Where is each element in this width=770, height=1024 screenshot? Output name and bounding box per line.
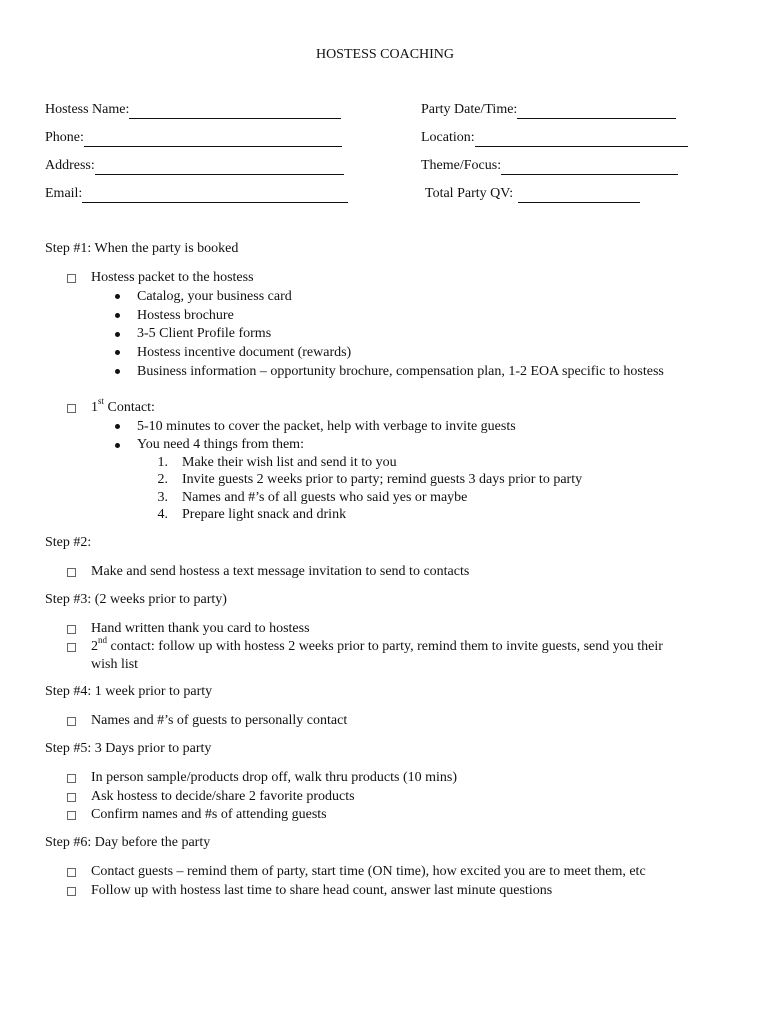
location-label: Location:	[421, 130, 475, 145]
list-number: 3.	[157, 490, 168, 505]
bullet-item: You need 4 things from them:	[137, 437, 304, 452]
checkbox[interactable]	[67, 274, 76, 283]
hostess-name-label: Hostess Name:	[45, 102, 130, 117]
bullet-item: 3-5 Client Profile forms	[137, 326, 272, 341]
bullet-dot	[115, 350, 120, 355]
checklist-item: Make and send hostess a text message invitation to send to contacts	[91, 564, 470, 579]
checkbox[interactable]	[67, 887, 76, 896]
party-date-field[interactable]	[421, 101, 676, 119]
ordinal-suffix: nd	[98, 635, 107, 646]
phone-blank[interactable]	[84, 133, 342, 147]
bullet-dot	[115, 369, 120, 374]
theme-blank[interactable]	[501, 161, 678, 175]
phone-label: Phone:	[45, 130, 84, 145]
bullet-item: Hostess brochure	[137, 308, 234, 323]
checkbox[interactable]	[67, 568, 76, 577]
bullet-dot	[115, 424, 120, 429]
checkbox[interactable]	[67, 868, 76, 877]
bullet-item: Catalog, your business card	[137, 289, 292, 304]
party-date-label: Party Date/Time:	[421, 102, 518, 117]
bullet-dot	[115, 443, 120, 448]
checkbox[interactable]	[67, 404, 76, 413]
step2-heading: Step #2:	[45, 535, 92, 550]
checkbox[interactable]	[67, 625, 76, 634]
step1-heading: Step #1: When the party is booked	[45, 241, 239, 256]
bullet-item: 5-10 minutes to cover the packet, help with verbage to invite guests	[137, 419, 516, 434]
email-blank[interactable]	[82, 189, 348, 203]
address-field[interactable]	[45, 157, 344, 175]
checklist-item: Hostess packet to the hostess	[91, 270, 254, 285]
checkbox[interactable]	[67, 811, 76, 820]
list-number: 1.	[157, 455, 168, 470]
location-blank[interactable]	[475, 133, 688, 147]
checkbox[interactable]	[67, 717, 76, 726]
party-date-blank[interactable]	[517, 105, 676, 119]
ordinal-suffix: st	[98, 396, 105, 407]
numbered-item: Prepare light snack and drink	[182, 507, 347, 522]
numbered-item: Invite guests 2 weeks prior to party; remind guests 3 days prior to party	[182, 472, 583, 487]
first-contact-label	[91, 396, 155, 417]
checkbox[interactable]	[67, 774, 76, 783]
page-title: HOSTESS COACHING	[315, 47, 455, 62]
checklist-item: Confirm names and #s of attending guests	[91, 807, 327, 822]
contact-label-text: Contact:	[104, 400, 155, 415]
phone-field[interactable]	[45, 129, 342, 147]
total-qv-label: Total Party QV:	[425, 186, 514, 201]
numbered-item: Make their wish list and send it to you	[182, 455, 397, 470]
second-contact-text: contact: follow up with hostess 2 weeks prior to party, remind them to invite guests, send you their	[107, 639, 663, 654]
step3-heading: Step #3: (2 weeks prior to party)	[45, 592, 227, 607]
bullet-item: Hostess incentive document (rewards)	[137, 345, 352, 360]
checklist-item: Hand written thank you card to hostess	[91, 621, 310, 636]
checklist-item: In person sample/products drop off, walk thru products (10 mins)	[91, 770, 458, 785]
checklist-item: Names and #’s of guests to personally contact	[91, 713, 348, 728]
bullet-dot	[115, 332, 120, 337]
checkbox[interactable]	[67, 643, 76, 652]
checklist-item: Follow up with hostess last time to share head count, answer last minute questions	[91, 883, 553, 898]
list-number: 4.	[157, 507, 168, 522]
step6-heading: Step #6: Day before the party	[45, 835, 211, 850]
email-field[interactable]	[45, 185, 348, 203]
total-qv-blank[interactable]	[518, 189, 640, 203]
total-qv-field[interactable]	[425, 185, 640, 203]
step5-heading: Step #5: 3 Days prior to party	[45, 741, 212, 756]
theme-field[interactable]	[421, 157, 678, 175]
hostess-name-blank[interactable]	[129, 105, 341, 119]
contact-ordinal: 2	[91, 639, 98, 654]
address-blank[interactable]	[95, 161, 344, 175]
address-label: Address:	[45, 158, 95, 173]
checkbox[interactable]	[67, 793, 76, 802]
list-number: 2.	[157, 472, 168, 487]
checklist-item: Contact guests – remind them of party, start time (ON time), how excited you are to meet them, etc	[91, 864, 646, 879]
hostess-name-field[interactable]	[45, 101, 341, 119]
numbered-item: Names and #’s of all guests who said yes or maybe	[182, 490, 468, 505]
checklist-item: Ask hostess to decide/share 2 favorite products	[91, 789, 355, 804]
email-label: Email:	[45, 186, 83, 201]
contact-ordinal: 1	[91, 400, 98, 415]
location-field[interactable]	[421, 129, 688, 147]
theme-label: Theme/Focus:	[421, 158, 502, 173]
bullet-item: Business information – opportunity brochure, compensation plan, 1-2 EOA specific to hostess	[137, 364, 664, 379]
bullet-dot	[115, 294, 120, 299]
step4-heading: Step #4: 1 week prior to party	[45, 684, 213, 699]
bullet-dot	[115, 313, 120, 318]
second-contact-continuation: wish list	[91, 657, 139, 672]
second-contact-item	[91, 635, 663, 656]
